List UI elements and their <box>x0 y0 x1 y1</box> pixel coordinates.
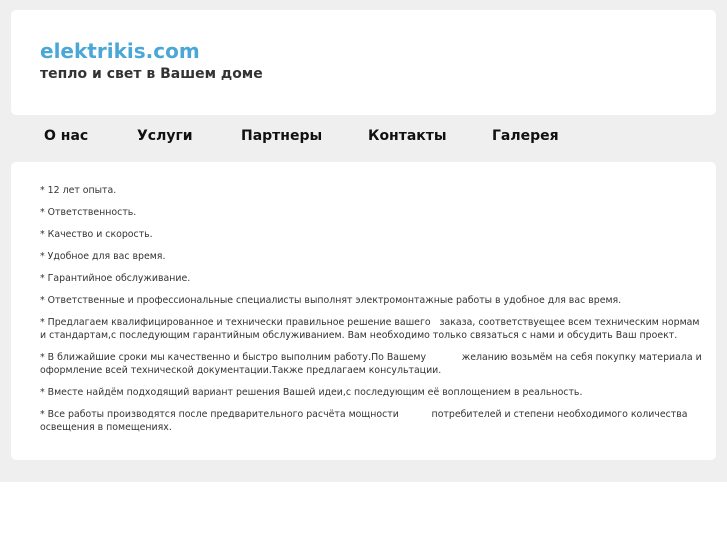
site-title-link[interactable]: elektrikis.com <box>40 39 200 63</box>
list-item: * Ответственные и профессиональные специалисты выполнят электромонтажные работы в удобное для вас время. <box>40 295 622 306</box>
list-item: * Все работы производятся после предварительного расчёта мощности потребителей и степени необходимого количества освещения в помещениях. <box>40 409 691 433</box>
nav-item-about[interactable]: О нас <box>44 128 89 144</box>
list-item: * Вместе найдём подходящий вариант решения Вашей идеи,с последующим её воплощением в реальность. <box>40 387 583 398</box>
content-panel <box>11 162 716 460</box>
nav-item-gallery[interactable]: Галерея <box>492 128 559 144</box>
list-item: * В ближайшие сроки мы качественно и быстро выполним работу.По Вашему желанию возьмём на себя покупку материала и оформление всей технической документации.Также предлагаем консультации. <box>40 352 705 376</box>
list-item: * 12 лет опыта. <box>40 185 117 196</box>
features-list <box>40 184 705 443</box>
nav-item-contacts[interactable]: Контакты <box>368 128 447 144</box>
list-item: * Предлагаем квалифицированное и технически правильное решение вашего заказа, соответствуещее всем техническим нормам и стандартам,с последующим гарантийным обслуживанием. Вам необходимо только связаться с нами и обсудить Ваш проект. <box>40 317 703 341</box>
main-nav <box>0 128 727 150</box>
list-item: * Качество и скорость. <box>40 229 153 240</box>
nav-item-partners[interactable]: Партнеры <box>241 128 323 144</box>
nav-item-services[interactable]: Услуги <box>137 128 193 144</box>
list-item: * Удобное для вас время. <box>40 251 166 262</box>
list-item: * Ответственность. <box>40 207 137 218</box>
list-item: * Гарантийное обслуживание. <box>40 273 191 284</box>
site-header <box>11 10 716 115</box>
site-tagline: тепло и свет в Вашем доме <box>40 66 263 82</box>
